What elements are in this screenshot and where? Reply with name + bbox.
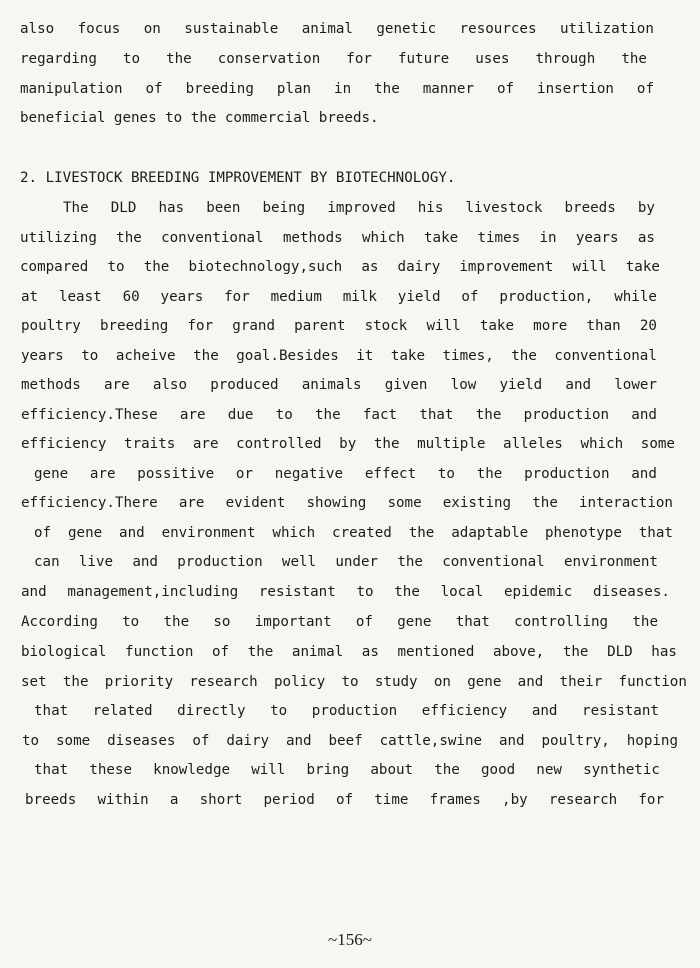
word: interaction: [579, 495, 673, 511]
word: the: [621, 51, 647, 67]
word: production: [524, 466, 610, 482]
word: as: [637, 230, 655, 246]
word: traits: [124, 436, 176, 452]
blank-line: [0, 136, 700, 160]
word: will: [426, 318, 461, 334]
word: resistant: [258, 584, 336, 600]
word: the: [163, 614, 190, 630]
word: new: [536, 762, 562, 778]
word: for: [638, 792, 664, 808]
word: to: [270, 703, 288, 719]
word: According: [21, 614, 98, 630]
word: epidemic: [504, 584, 573, 600]
text-line: [0, 491, 700, 515]
word: acheive: [115, 348, 176, 364]
word: alleles: [503, 436, 563, 452]
word: of: [636, 81, 654, 97]
word: being: [262, 200, 306, 216]
word: and: [285, 733, 312, 749]
word: synthetic: [583, 762, 660, 778]
word: through: [535, 51, 596, 67]
word: local: [440, 584, 484, 600]
word: the: [408, 525, 435, 541]
word: set: [21, 674, 47, 690]
word: knowledge: [153, 762, 231, 778]
word: the: [166, 51, 192, 67]
text-line: [0, 77, 700, 101]
text-line: [0, 462, 700, 486]
word: to: [165, 110, 183, 126]
word: the: [434, 762, 460, 778]
word: the: [373, 436, 400, 452]
word: also: [152, 377, 187, 393]
word: medium: [270, 289, 322, 305]
word: while: [614, 289, 657, 305]
word: to: [122, 51, 141, 67]
word: plan: [276, 81, 312, 97]
word: environment: [161, 525, 256, 541]
word: yield: [499, 377, 543, 393]
word: breeds: [25, 792, 77, 808]
word: of: [461, 289, 479, 305]
word: controlling: [514, 614, 609, 630]
word: animal: [291, 644, 344, 660]
word: production: [523, 407, 610, 423]
word: poultry: [21, 318, 81, 334]
word: years: [21, 348, 64, 364]
word: efficiency.These: [21, 407, 158, 423]
word: the: [116, 230, 142, 246]
word: BY: [310, 170, 328, 186]
word: will: [572, 259, 607, 275]
word: genes: [113, 110, 157, 126]
word: the: [143, 259, 170, 275]
word: evident: [225, 495, 286, 511]
word: and: [531, 703, 558, 719]
word: can: [34, 554, 60, 570]
word: has: [158, 200, 185, 216]
word: are: [89, 466, 116, 482]
word: also: [20, 21, 55, 37]
word: about: [370, 762, 414, 778]
word: to: [437, 466, 455, 482]
text-line: [0, 285, 700, 309]
word: as: [361, 644, 379, 660]
text-line: [0, 47, 700, 71]
word: beneficial: [20, 110, 106, 126]
word: been: [206, 200, 241, 216]
word: some: [387, 495, 422, 511]
word: breeds.: [318, 110, 379, 126]
word: frames: [429, 792, 481, 808]
word: negative: [274, 466, 344, 482]
text-line: [0, 373, 700, 397]
word: breeding: [185, 81, 254, 97]
word: the: [532, 495, 558, 511]
word: DLD: [110, 200, 137, 216]
word: the: [62, 674, 89, 690]
word: are: [179, 407, 206, 423]
word: within: [97, 792, 149, 808]
word: the: [374, 81, 400, 97]
word: cattle,swine: [379, 733, 483, 749]
word: least: [58, 289, 102, 305]
text-line: [0, 314, 700, 338]
word: breeding: [99, 318, 169, 334]
word: produced: [210, 377, 279, 393]
word: related: [92, 703, 153, 719]
word: yield: [397, 289, 441, 305]
word: regarding: [20, 51, 97, 67]
word: the: [193, 348, 219, 364]
text-line: [0, 758, 700, 782]
word: to: [356, 584, 374, 600]
word: gene: [467, 674, 502, 690]
word: low: [450, 377, 477, 393]
word: environment: [563, 554, 658, 570]
word: research: [189, 674, 258, 690]
word: ,by: [502, 792, 528, 808]
word: conservation: [217, 51, 321, 67]
word: that: [419, 407, 454, 423]
word: period: [263, 792, 315, 808]
word: are: [192, 436, 219, 452]
word: animals: [301, 377, 362, 393]
word: The: [63, 200, 89, 216]
word: for: [187, 318, 214, 334]
word: function: [618, 674, 687, 690]
word: manner: [422, 81, 474, 97]
word: take: [625, 259, 660, 275]
word: short: [199, 792, 243, 808]
word: due: [227, 407, 254, 423]
word: to: [122, 614, 140, 630]
word: times,: [442, 348, 494, 364]
word: gene: [67, 525, 103, 541]
word: as: [361, 259, 379, 275]
word: and: [21, 584, 47, 600]
text-line: [0, 699, 700, 723]
word: lower: [614, 377, 657, 393]
word: research: [548, 792, 618, 808]
word: livestock: [465, 200, 543, 216]
word: dairy: [397, 259, 441, 275]
word: live: [78, 554, 114, 570]
word: some: [640, 436, 675, 452]
word: showing: [306, 495, 367, 511]
word: efficiency: [421, 703, 508, 719]
word: of: [335, 792, 354, 808]
text-line: [0, 196, 700, 220]
word: production: [311, 703, 398, 719]
word: function: [125, 644, 194, 660]
text-line: [0, 550, 700, 574]
word: production: [177, 554, 263, 570]
word: by: [339, 436, 357, 452]
word: the: [511, 348, 537, 364]
word: gene: [397, 614, 432, 630]
word: take: [479, 318, 514, 334]
word: 2.: [20, 170, 38, 186]
word: given: [384, 377, 428, 393]
text-line: [0, 403, 700, 427]
word: at: [21, 289, 39, 305]
word: times: [477, 230, 521, 246]
word: created: [332, 525, 392, 541]
text-line: [0, 521, 700, 545]
word: which: [361, 230, 405, 246]
word: IMPROVEMENT: [207, 170, 302, 186]
word: methods: [21, 377, 81, 393]
word: improved: [327, 200, 396, 216]
word: of: [145, 81, 163, 97]
word: are: [178, 495, 205, 511]
word: diseases.: [593, 584, 670, 600]
word: insertion: [537, 81, 614, 97]
text-line: [0, 255, 700, 279]
word: priority: [104, 674, 174, 690]
word: BREEDING: [130, 170, 200, 186]
word: stock: [364, 318, 408, 334]
word: will: [251, 762, 286, 778]
page-number: ~156~: [328, 930, 372, 949]
word: in: [334, 81, 352, 97]
word: poultry,: [541, 733, 610, 749]
word: that: [455, 614, 490, 630]
word: the: [562, 644, 589, 660]
text-line: [0, 344, 700, 368]
word: controlled: [236, 436, 322, 452]
word: more: [533, 318, 568, 334]
word: future: [397, 51, 450, 67]
word: resistant: [582, 703, 659, 719]
word: improvement: [459, 259, 554, 275]
word: that: [638, 525, 673, 541]
word: conventional: [554, 348, 657, 364]
word: existing: [442, 495, 512, 511]
text-line: [0, 610, 700, 634]
word: effect: [364, 466, 417, 482]
word: beef: [328, 733, 363, 749]
word: genetic: [376, 21, 437, 37]
word: some: [56, 733, 91, 749]
word: mentioned: [397, 644, 475, 660]
word: on: [143, 21, 161, 37]
word: to: [22, 733, 40, 749]
word: and: [119, 525, 145, 541]
word: time: [374, 792, 409, 808]
word: policy: [274, 674, 326, 690]
word: or: [235, 466, 254, 482]
word: BIOTECHNOLOGY.: [335, 170, 456, 186]
word: parent: [294, 318, 346, 334]
word: so: [213, 614, 231, 630]
word: above,: [492, 644, 545, 660]
word: DLD: [607, 644, 633, 660]
word: to: [341, 674, 359, 690]
word: which: [272, 525, 316, 541]
word: has: [651, 644, 677, 660]
word: the: [190, 110, 217, 126]
word: management,including: [67, 584, 239, 600]
word: utilizing: [20, 230, 97, 246]
text-line: [0, 226, 700, 250]
text-line: [0, 106, 700, 130]
word: well: [281, 554, 317, 570]
word: are: [104, 377, 130, 393]
word: biological: [21, 644, 107, 660]
word: focus: [77, 21, 121, 37]
word: it: [356, 348, 374, 364]
word: and: [631, 466, 657, 482]
word: uses: [475, 51, 510, 67]
word: animal: [301, 21, 353, 37]
word: to: [107, 259, 125, 275]
text-line: [0, 17, 700, 41]
word: gene: [34, 466, 69, 482]
word: and: [631, 407, 657, 423]
word: breeds: [564, 200, 616, 216]
word: conventional: [161, 230, 264, 246]
word: and: [517, 674, 544, 690]
word: grand: [232, 318, 275, 334]
text-line: [0, 729, 700, 753]
word: of: [211, 644, 230, 660]
word: years: [160, 289, 204, 305]
word: than: [586, 318, 621, 334]
word: their: [559, 674, 603, 690]
word: of: [192, 733, 210, 749]
word: multiple: [417, 436, 486, 452]
word: the: [394, 584, 420, 600]
word: of: [496, 81, 515, 97]
word: the: [475, 407, 502, 423]
text-line: [0, 788, 700, 812]
word: to: [275, 407, 293, 423]
word: phenotype: [545, 525, 622, 541]
word: manipulation: [20, 81, 123, 97]
word: by: [637, 200, 655, 216]
word: that: [34, 703, 69, 719]
word: sustainable: [184, 21, 279, 37]
word: a: [169, 792, 179, 808]
word: 60: [122, 289, 140, 305]
word: compared: [20, 259, 89, 275]
word: the: [397, 554, 423, 570]
word: methods: [282, 230, 343, 246]
word: these: [89, 762, 133, 778]
word: possitive: [137, 466, 215, 482]
word: good: [480, 762, 516, 778]
word: in: [539, 230, 557, 246]
word: hoping: [626, 733, 678, 749]
word: bring: [306, 762, 350, 778]
word: the: [632, 614, 658, 630]
text-line: [0, 166, 700, 190]
word: for: [224, 289, 250, 305]
word: of: [34, 525, 52, 541]
word: for: [346, 51, 372, 67]
word: on: [433, 674, 451, 690]
word: dairy: [226, 733, 270, 749]
text-line: [0, 640, 700, 664]
word: important: [254, 614, 332, 630]
word: adaptable: [451, 525, 529, 541]
word: conventional: [442, 554, 545, 570]
word: directly: [177, 703, 246, 719]
word: of: [355, 614, 373, 630]
word: to: [81, 348, 99, 364]
word: the: [315, 407, 341, 423]
text-line: [0, 670, 700, 694]
word: 20: [639, 318, 657, 334]
word: the: [476, 466, 503, 482]
word: production,: [499, 289, 594, 305]
word: diseases: [107, 733, 176, 749]
word: and: [132, 554, 158, 570]
word: take: [424, 230, 459, 246]
word: and: [565, 377, 592, 393]
word: efficiency.There: [21, 495, 158, 511]
word: commercial: [224, 110, 311, 126]
word: fact: [362, 407, 398, 423]
word: LIVESTOCK: [45, 170, 123, 186]
word: milk: [342, 289, 377, 305]
word: take: [390, 348, 425, 364]
word: efficiency: [21, 436, 107, 452]
word: his: [417, 200, 444, 216]
word: biotechnology,such: [188, 259, 343, 275]
word: which: [580, 436, 624, 452]
word: goal.Besides: [236, 348, 339, 364]
word: study: [374, 674, 418, 690]
text-line: [0, 432, 700, 456]
text-line: [0, 580, 700, 604]
word: utilization: [559, 21, 654, 37]
word: under: [335, 554, 379, 570]
word: that: [34, 762, 69, 778]
word: and: [498, 733, 525, 749]
word: years: [575, 230, 619, 246]
word: the: [247, 644, 274, 660]
word: resources: [459, 21, 537, 37]
